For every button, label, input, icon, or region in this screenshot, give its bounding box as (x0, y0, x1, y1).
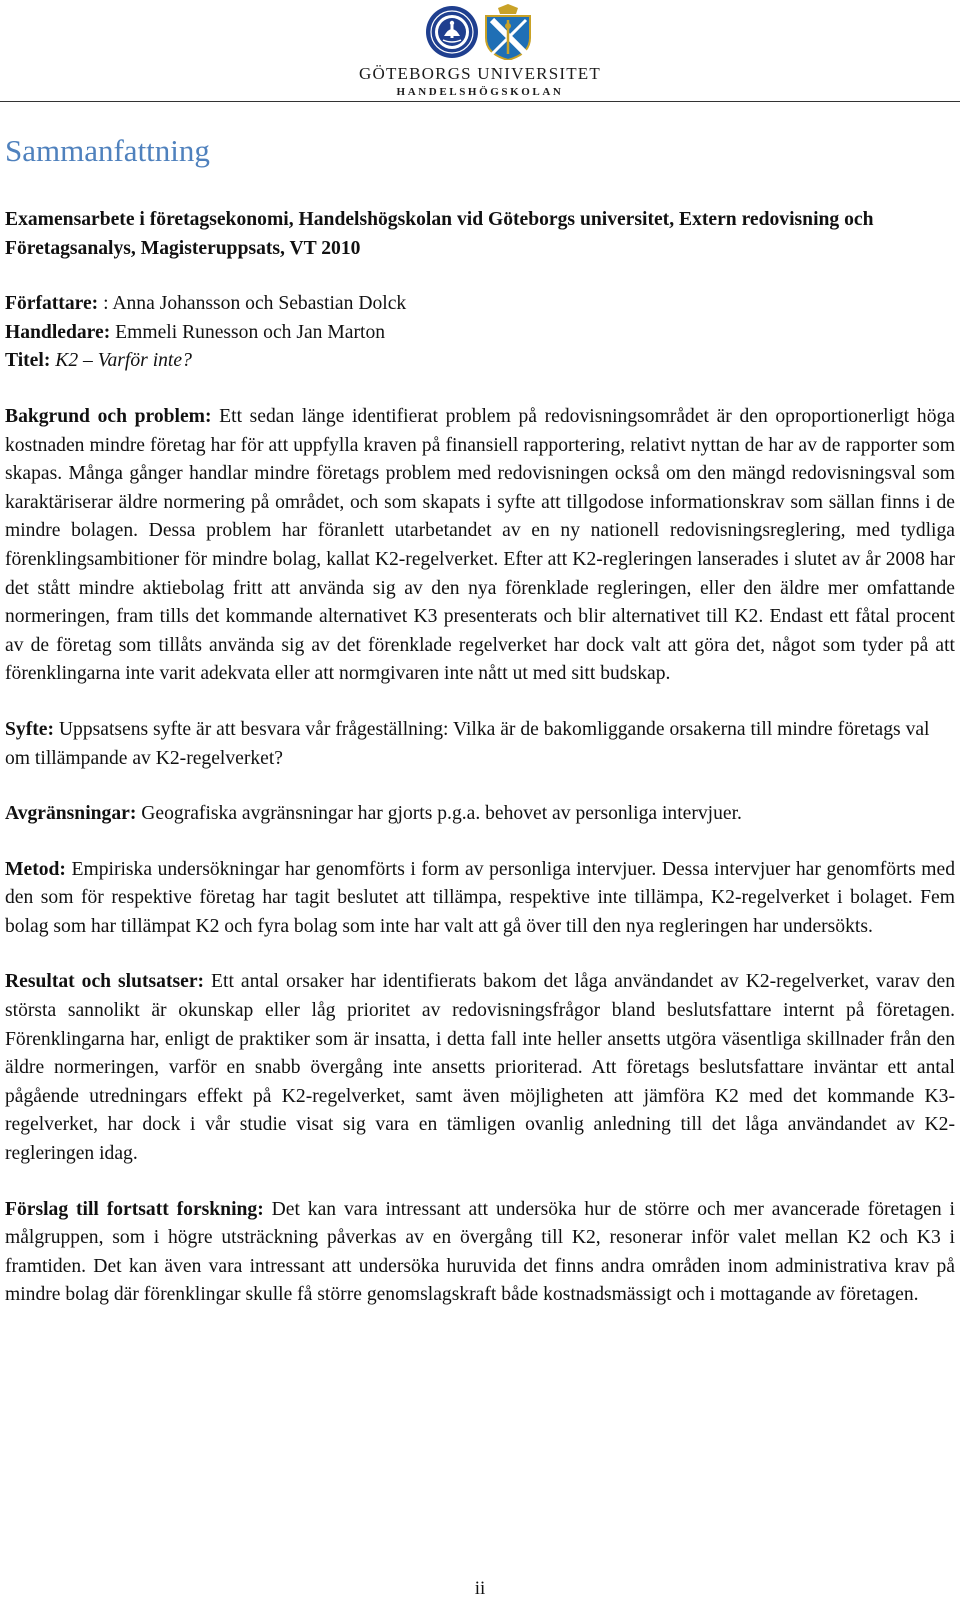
title-line (5, 347, 955, 376)
delimitations-paragraph (5, 800, 955, 829)
title-value: K2 – Varför inte? (55, 350, 192, 372)
logo-group (424, 4, 536, 62)
future-research-text: Det kan vara intressant att undersöka hur de större och mer avancerade företagen i målgruppen, som i högre utsträckning påverkas av en övergång till K2, resonerar inför valet mellan K2 och K3 i framtiden. Det kan även vara intressant att undersöka huruvida det finns andra områden inom administrativa krav på mindre bolag där förenklingar skulle få större genomslagskraft både kostnadsmässigt och i mottagande av företagen. (5, 1198, 955, 1306)
purpose-label: Syfte: (5, 718, 59, 740)
university-seal-logo (424, 4, 480, 60)
future-research-label: Förslag till fortsatt forskning: (5, 1198, 272, 1220)
supervisors-value: Emmeli Runesson och Jan Marton (115, 321, 386, 343)
university-name: GÖTEBORGS UNIVERSITET (359, 64, 601, 83)
page-title: Sammanfattning (5, 133, 210, 168)
thesis-intro: Examensarbete i företagsekonomi, Handelshögskolan vid Göteborgs universitet, Extern redovisning och Företagsanalys, Magisteruppsats, VT 2010 (5, 209, 874, 259)
authors-label: Författare: (5, 293, 104, 315)
background-label: Bakgrund och problem: (5, 405, 220, 427)
purpose-text: Uppsatsens syfte är att besvara vår frågeställning: Vilka är de bakomliggande orsakerna till mindre företags val om tillämpande av K2-regelverket? (5, 718, 930, 769)
future-research-paragraph (5, 1196, 955, 1310)
supervisors-line (5, 319, 955, 348)
purpose-paragraph (5, 716, 955, 773)
results-text: Ett antal orsaker har identifierats bakom det låga användandet av K2-regelverket, varav den största sannolikt är okunskap eller låg prioritet av redovisningsfrågor bland beslutsfattare internt på företagen. Förenklingarna har, enligt de praktiker som är insatta, i detta fall inte heller ansetts utgöra väsentliga skillnader från den äldre normeringen, varför en snabb övergång inte ansetts prioriterad. Att företags beslutsfattare inväntar ett antal pågående utredningars effekt på K2-regelverket, samt även möjligheten att jämföra K2 med det kommande K3-regelverket, har dock i vår studie visat sig vara en tämligen ovanlig anledning till det låga användandet av K2-regleringen idag. (5, 971, 955, 1165)
delimitations-label: Avgränsningar: (5, 803, 142, 825)
school-name: HANDELSHÖGSKOLAN (396, 86, 564, 98)
results-label: Resultat och slutsatser: (5, 971, 212, 993)
authors-line (5, 290, 955, 319)
background-text: Ett sedan länge identifierat problem på redovisningsområdet är den oproportionerligt höga kostnaden mindre företag har för att uppfylla kraven på finansiell rapportering, relativt nyttan de har av de rapporter som skapas. Många gånger handlar mindre företags problem med redovisningen också om den mängd redovisningsval som karaktäriserar äldre normering på området, och som skapats i syfte att tillgodose informationskrav som sällan finns i de mindre bolagen. Dessa problem har föranlett utarbetandet av en ny nationell redovisningsreglering, med tydliga förenklingsambitioner för mindre bolag, kallat K2-regelverket. Efter att K2-regleringen lanserades i slutet av år 2008 har det stått mindre aktiebolag fritt att använda sig av den nya förenklade regleringen, eller den äldre mer omfattande normeringen, fram tills det kommande alternativet K3 presenterats och blir alternativet till K2. Endast ett fåtal procent av de företag som tillåts använda sig av det förenklade regelverket har dock valt att göra det, något som tyder på att förenklingarna inte varit adekvata eller att normgivaren inte nått ut med sitt budskap. (5, 405, 955, 685)
page-number: ii (474, 1578, 486, 1599)
authors-value: : Anna Johansson och Sebastian Dolck (103, 293, 407, 315)
business-school-shield-logo (482, 4, 534, 60)
summary-body (5, 206, 955, 1310)
method-paragraph (5, 856, 955, 942)
method-text: Empiriska undersökningar har genomförts i form av personliga intervjuer. Dessa intervjuer har genomförts med den som för respektive företag har tagit beslutet att tillämpa, respektive inte tillämpa, K2-regelverket i bolaget. Fem bolag som har tillämpat K2 och fyra bolag som inte har valt att gå över till den nya regleringen har undersökts. (5, 858, 955, 937)
supervisors-label: Handledare: (5, 321, 116, 343)
page-header (0, 0, 960, 103)
title-label: Titel: (5, 350, 56, 372)
method-label: Metod: (5, 858, 72, 880)
header-divider (0, 101, 960, 102)
results-paragraph (5, 968, 955, 1168)
delimitations-text: Geografiska avgränsningar har gjorts p.g.a. behovet av personliga intervjuer. (141, 803, 742, 825)
background-paragraph (5, 403, 955, 689)
